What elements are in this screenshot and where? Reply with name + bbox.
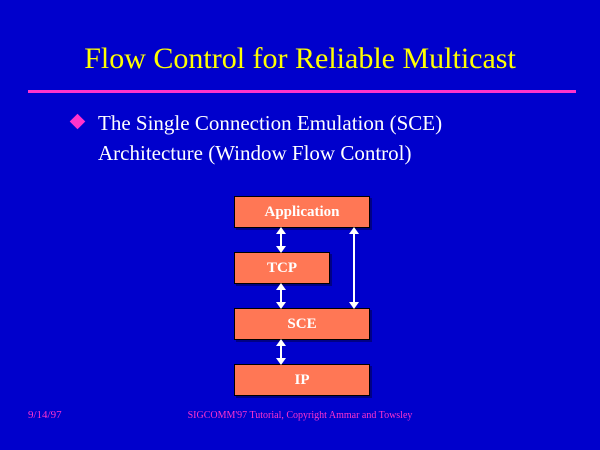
arrow-application-tcp-icon (280, 234, 282, 246)
arrow-sce-ip-icon (280, 346, 282, 358)
footer-date: 9/14/97 (28, 409, 62, 421)
bullet-line-2: Architecture (Window Flow Control) (98, 141, 412, 165)
footer-credit: SIGCOMM'97 Tutorial, Copyright Ammar and Towsley (187, 410, 413, 421)
diagram-box-ip: IP (234, 364, 370, 396)
title-divider (28, 90, 576, 93)
bullet-item (72, 108, 542, 168)
diagram-box-application: Application (234, 196, 370, 228)
arrow-application-sce-bypass-icon (353, 234, 355, 302)
diamond-bullet-icon (70, 114, 86, 130)
arrow-tcp-sce-icon (280, 290, 282, 302)
bullet-line-1: The Single Connection Emulation (SCE) (98, 111, 443, 135)
page-title: Flow Control for Reliable Multicast (84, 42, 516, 75)
diagram-box-sce: SCE (234, 308, 370, 340)
diagram-box-tcp: TCP (234, 252, 330, 284)
protocol-stack-diagram (0, 190, 600, 405)
